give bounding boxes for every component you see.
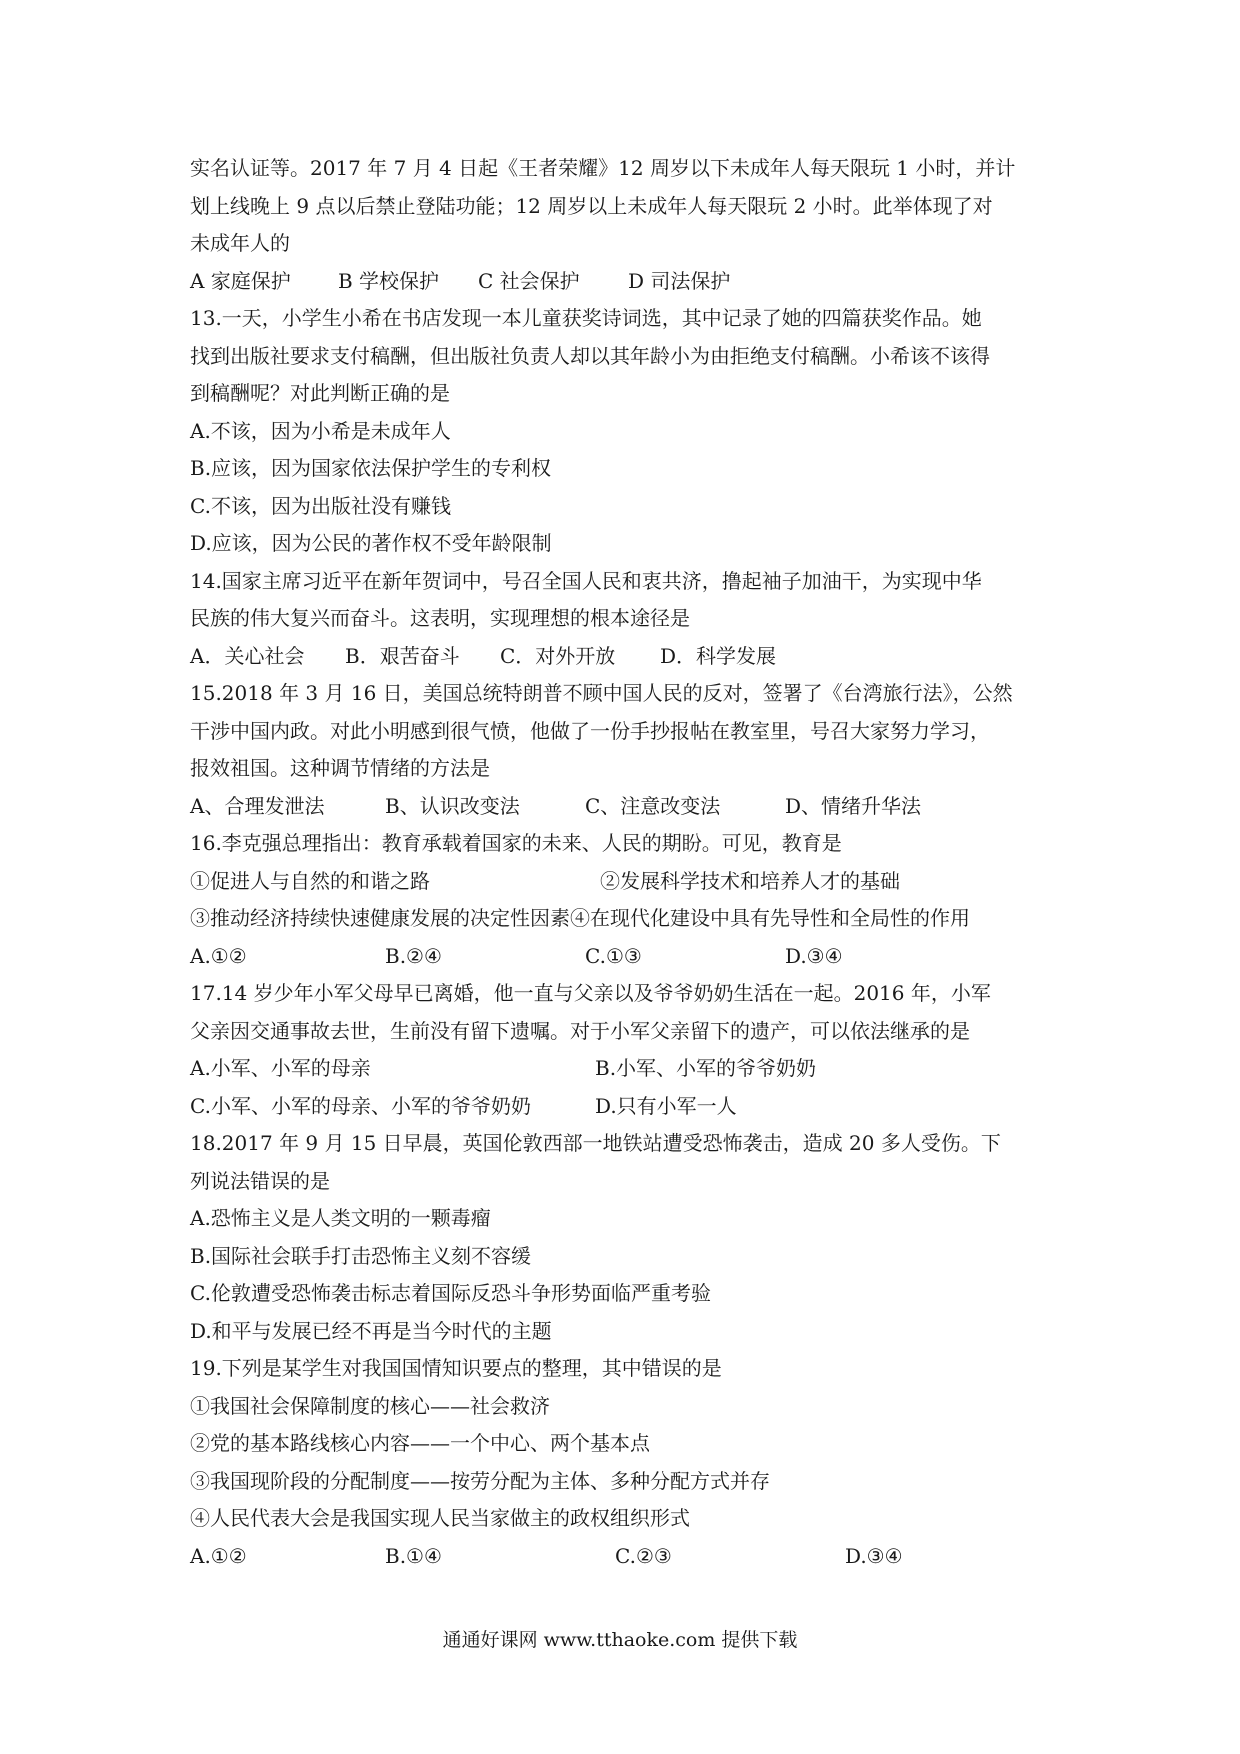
question-text-line: 到稿酬呢？对此判断正确的是 [190, 381, 450, 405]
question-text-line: 未成年人的 [190, 231, 290, 255]
question-text-line: 13.一天，小学生小希在书店发现一本儿童获奖诗词选，其中记录了她的四篇获奖作品。她 [190, 306, 982, 330]
question-text-line: 16.李克强总理指出：教育承载着国家的未来、人民的期盼。可见，教育是 [190, 831, 842, 855]
option-row [190, 1538, 1070, 1576]
exam-content [190, 150, 1070, 1575]
question-text-line: 19.下列是某学生对我国国情知识要点的整理，其中错误的是 [190, 1356, 722, 1380]
question-text-line: 18.2017 年 9 月 15 日早晨，英国伦敦西部一地铁站遭受恐怖袭击，造成 20 多人受伤。下 [190, 1131, 1001, 1155]
option-b: B.①④ [385, 1543, 442, 1568]
option-c: C.伦敦遭受恐怖袭击标志着国际反恐斗争形势面临严重考验 [190, 1281, 711, 1305]
question-14 [190, 563, 1070, 676]
option-c: C.②③ [615, 1543, 672, 1568]
question-12 [190, 150, 1070, 300]
option-b: B、认识改变法 [385, 793, 520, 818]
option-b: B 学校保护 [338, 268, 440, 293]
option-d: D.应该，因为公民的著作权不受年龄限制 [190, 531, 552, 555]
question-text-line: 民族的伟大复兴而奋斗。这表明，实现理想的根本途径是 [190, 606, 690, 630]
option-row [190, 938, 1070, 976]
statement-2: ②发展科学技术和培养人才的基础 [600, 868, 900, 893]
option-row [190, 788, 1070, 826]
option-a: A.恐怖主义是人类文明的一颗毒瘤 [190, 1206, 491, 1230]
statement-row [190, 863, 1070, 901]
option-b: B.②④ [385, 943, 442, 968]
question-text-line: 17.14 岁少年小军父母早已离婚，他一直与父亲以及爷爷奶奶生活在一起。2016 年，小军 [190, 981, 991, 1005]
option-row [190, 1088, 1070, 1126]
question-18 [190, 1125, 1070, 1350]
statement-3: ③我国现阶段的分配制度——按劳分配为主体、多种分配方式并存 [190, 1468, 770, 1493]
question-17 [190, 975, 1070, 1125]
option-a: A、合理发泄法 [190, 793, 325, 818]
option-d: D．科学发展 [660, 643, 777, 668]
question-text-line: 14.国家主席习近平在新年贺词中，号召全国人民和衷共济，撸起袖子加油干，为实现中华 [190, 568, 982, 593]
question-text-line: 找到出版社要求支付稿酬，但出版社负责人却以其年龄小为由拒绝支付稿酬。小希该不该得 [190, 343, 990, 368]
statement-3-4: ③推动经济持续快速健康发展的决定性因素④在现代化建设中具有先导性和全局性的作用 [190, 906, 970, 930]
option-a: A.①② [190, 943, 247, 968]
option-c: C.①③ [585, 943, 642, 968]
option-d: D.只有小军一人 [595, 1093, 737, 1118]
statement-2: ②党的基本路线核心内容——一个中心、两个基本点 [190, 1431, 650, 1455]
question-15 [190, 675, 1070, 825]
option-a: A．关心社会 [190, 643, 305, 668]
option-a: A.①② [190, 1543, 247, 1568]
question-text-line: 父亲因交通事故去世，生前没有留下遗嘱。对于小军父亲留下的遗产，可以依法继承的是 [190, 1018, 970, 1043]
question-text-line: 实名认证等。2017 年 7 月 4 日起《王者荣耀》12 周岁以下未成年人每天限玩 1 小时，并计 [190, 156, 1016, 180]
option-d: D.和平与发展已经不再是当今时代的主题 [190, 1318, 552, 1343]
option-row [190, 638, 1070, 676]
option-c: C．对外开放 [500, 643, 616, 668]
question-text-line: 干涉中国内政。对此小明感到很气愤，他做了一份手抄报帖在教室里，号召大家努力学习， [190, 718, 990, 743]
statement-1: ①促进人与自然的和谐之路 [190, 868, 430, 893]
option-b: B.国际社会联手打击恐怖主义刻不容缓 [190, 1243, 532, 1268]
option-b: B．艰苦奋斗 [345, 643, 460, 668]
question-13 [190, 300, 1070, 563]
option-a: A.小军、小军的母亲 [190, 1056, 371, 1080]
question-text-line: 划上线晚上 9 点以后禁止登陆功能；12 周岁以上未成年人每天限玩 2 小时。此举体现了对 [190, 193, 993, 218]
option-row [190, 1050, 1070, 1088]
question-text-line: 报效祖国。这种调节情绪的方法是 [190, 756, 490, 780]
option-c: C 社会保护 [478, 268, 580, 293]
option-d: D、情绪升华法 [785, 793, 922, 818]
option-d: D.③④ [845, 1543, 903, 1568]
statement-1: ①我国社会保障制度的核心——社会救济 [190, 1393, 550, 1418]
option-a: A 家庭保护 [190, 268, 291, 293]
question-19 [190, 1350, 1070, 1575]
option-c: C.小军、小军的母亲、小军的爷爷奶奶 [190, 1093, 531, 1118]
question-text-line: 15.2018 年 3 月 16 日，美国总统特朗普不顾中国人民的反对，签署了《台湾旅行法》，公然 [190, 681, 1013, 705]
option-c: C.不该，因为出版社没有赚钱 [190, 493, 451, 518]
option-b: B.小军、小军的爷爷奶奶 [595, 1056, 817, 1080]
option-c: C、注意改变法 [585, 793, 721, 818]
option-row [190, 263, 1070, 301]
option-a: A.不该，因为小希是未成年人 [190, 418, 451, 443]
question-16 [190, 825, 1070, 975]
option-b: B.应该，因为国家依法保护学生的专利权 [190, 456, 552, 480]
statement-4: ④人民代表大会是我国实现人民当家做主的政权组织形式 [190, 1506, 690, 1530]
question-text-line: 列说法错误的是 [190, 1168, 330, 1193]
footer-source-note: 通通好课网 www.tthaoke.com 提供下载 [442, 1629, 798, 1651]
option-d: D.③④ [785, 943, 843, 968]
option-d: D 司法保护 [628, 268, 731, 293]
